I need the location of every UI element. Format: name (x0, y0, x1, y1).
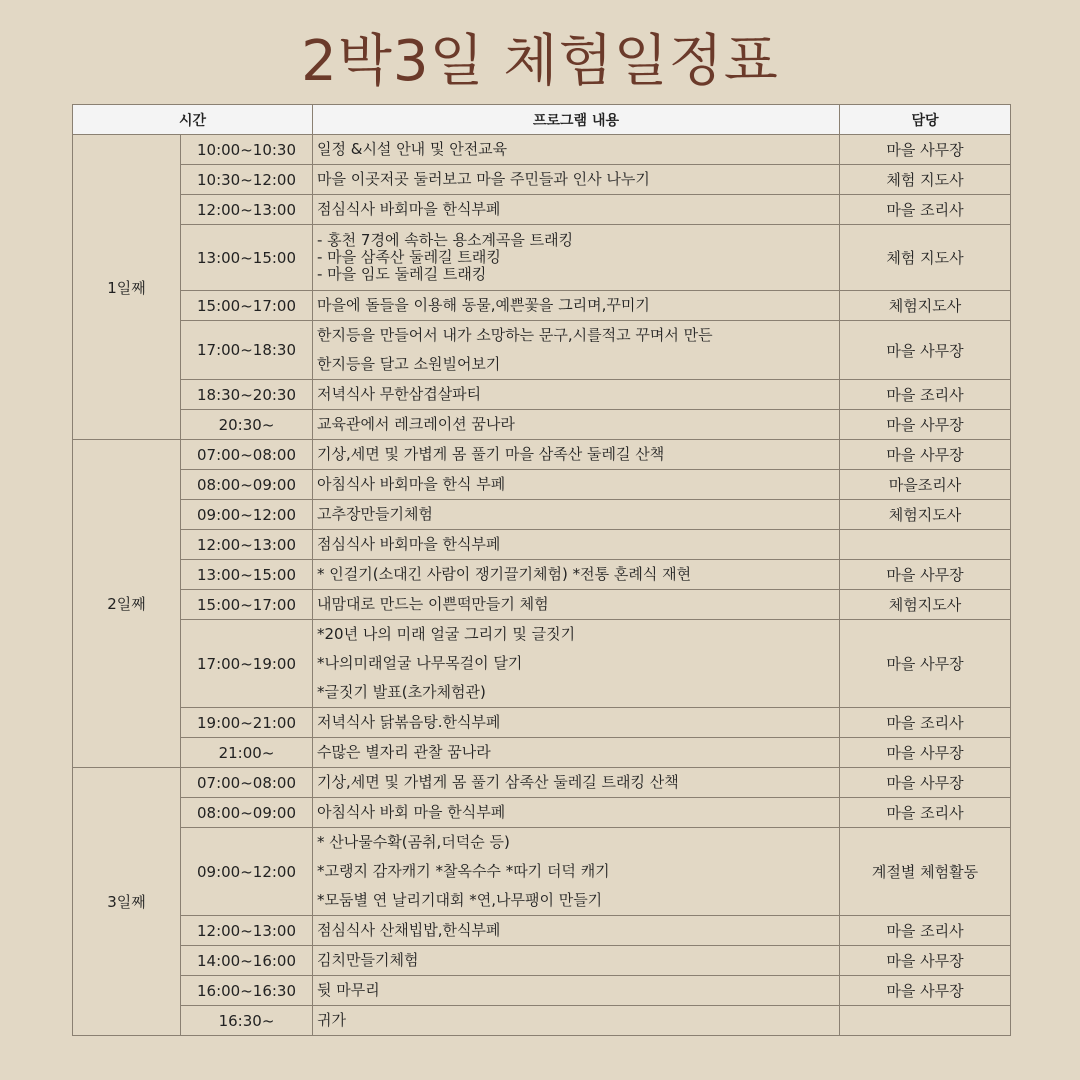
time-cell: 17:00~18:30 (181, 321, 313, 380)
program-line: * 인걸기(소대긴 사람이 쟁기끌기체험) *전통 혼례식 재현 (317, 565, 692, 583)
staff-cell: 마을 사무장 (840, 946, 1011, 976)
schedule-row (73, 590, 1011, 620)
time-cell: 14:00~16:00 (181, 946, 313, 976)
time-cell: 16:00~16:30 (181, 976, 313, 1006)
time-cell: 07:00~08:00 (181, 768, 313, 798)
program-cell (313, 135, 840, 165)
program-line: 한지등을 만들어서 내가 소망하는 문구,시를적고 꾸며서 만든 (317, 326, 713, 344)
staff-cell: 마을 조리사 (840, 798, 1011, 828)
schedule-row (73, 410, 1011, 440)
program-line: 귀가 (317, 1011, 346, 1029)
staff-cell (840, 530, 1011, 560)
schedule-row (73, 560, 1011, 590)
staff-cell: 마을 사무장 (840, 440, 1011, 470)
time-cell: 09:00~12:00 (181, 828, 313, 916)
header-row (73, 105, 1011, 135)
program-cell (313, 500, 840, 530)
schedule-row (73, 291, 1011, 321)
staff-cell: 마을조리사 (840, 470, 1011, 500)
time-cell: 13:00~15:00 (181, 225, 313, 291)
program-line: *모둠별 연 날리기대회 *연,나무팽이 만들기 (317, 891, 603, 909)
day-label: 2일째 (73, 440, 181, 768)
program-line: 기상,세면 및 가볍게 몸 풀기 삼족산 둘레길 트래킹 산책 (317, 773, 679, 791)
schedule-row (73, 135, 1011, 165)
time-cell: 07:00~08:00 (181, 440, 313, 470)
program-cell (313, 976, 840, 1006)
staff-cell: 마을 사무장 (840, 560, 1011, 590)
schedule-row (73, 798, 1011, 828)
time-cell: 12:00~13:00 (181, 916, 313, 946)
program-line: *글짓기 발표(초가체험관) (317, 683, 486, 701)
program-line: 고추장만들기체험 (317, 505, 433, 523)
program-line: 점심식사 바회마을 한식부페 (317, 200, 501, 218)
schedule-row (73, 225, 1011, 291)
staff-cell: 체험지도사 (840, 291, 1011, 321)
schedule-row (73, 1006, 1011, 1036)
program-cell (313, 291, 840, 321)
program-line: 한지등을 달고 소원빌어보기 (317, 355, 501, 373)
time-cell: 20:30~ (181, 410, 313, 440)
program-cell (313, 321, 840, 380)
schedule-row (73, 470, 1011, 500)
schedule-row (73, 916, 1011, 946)
schedule-body (73, 135, 1011, 1036)
program-cell (313, 828, 840, 916)
staff-cell: 계절별 체험활동 (840, 828, 1011, 916)
time-cell: 17:00~19:00 (181, 620, 313, 708)
staff-cell: 체험지도사 (840, 590, 1011, 620)
program-line: 김치만들기체험 (317, 951, 419, 969)
schedule-row (73, 440, 1011, 470)
time-cell: 12:00~13:00 (181, 195, 313, 225)
program-cell (313, 380, 840, 410)
time-cell: 16:30~ (181, 1006, 313, 1036)
page-title: 2박3일 체험일정표 (301, 29, 779, 94)
program-cell (313, 738, 840, 768)
program-cell (313, 560, 840, 590)
staff-cell: 마을 조리사 (840, 195, 1011, 225)
program-line: - 마을 삼족산 둘레길 트래킹 (317, 248, 501, 266)
program-cell (313, 225, 840, 291)
time-cell: 13:00~15:00 (181, 560, 313, 590)
schedule-row (73, 165, 1011, 195)
program-line: 점심식사 산채빕밥,한식부페 (317, 921, 501, 939)
schedule-row (73, 530, 1011, 560)
staff-cell: 마을 사무장 (840, 321, 1011, 380)
program-cell (313, 165, 840, 195)
staff-cell: 마을 사무장 (840, 620, 1011, 708)
program-line: 저녁식사 무한삼겹살파티 (317, 385, 482, 403)
program-line: 일정 &시설 안내 및 안전교육 (317, 140, 508, 158)
program-line: *고랭지 감자캐기 *찰옥수수 *따기 더덕 캐기 (317, 862, 610, 880)
staff-cell: 마을 조리사 (840, 708, 1011, 738)
time-cell: 10:00~10:30 (181, 135, 313, 165)
program-line: - 마을 임도 둘레길 트래킹 (317, 265, 487, 283)
program-cell (313, 590, 840, 620)
program-cell (313, 530, 840, 560)
time-cell: 18:30~20:30 (181, 380, 313, 410)
schedule-row (73, 828, 1011, 916)
staff-cell: 마을 사무장 (840, 768, 1011, 798)
program-cell (313, 410, 840, 440)
staff-cell: 마을 사무장 (840, 135, 1011, 165)
staff-cell: 마을 조리사 (840, 380, 1011, 410)
schedule-row (73, 321, 1011, 380)
time-cell: 10:30~12:00 (181, 165, 313, 195)
schedule-row (73, 620, 1011, 708)
staff-cell: 체험 지도사 (840, 225, 1011, 291)
staff-cell: 마을 조리사 (840, 916, 1011, 946)
program-line: 아침식사 바회 마을 한식부페 (317, 803, 506, 821)
program-cell (313, 470, 840, 500)
program-cell (313, 768, 840, 798)
program-cell (313, 798, 840, 828)
program-line: - 홍천 7경에 속하는 용소계곡을 트래킹 (317, 231, 574, 249)
schedule-row (73, 738, 1011, 768)
schedule-row (73, 946, 1011, 976)
program-line: 마을 이곳저곳 둘러보고 마을 주민들과 인사 나누기 (317, 170, 650, 188)
day-label: 1일째 (73, 135, 181, 440)
program-cell (313, 1006, 840, 1036)
program-line: 내맘대로 만드는 이쁜떡만들기 체험 (317, 595, 549, 613)
program-line: 기상,세면 및 가볍게 몸 풀기 마을 삼족산 둘레길 산책 (317, 445, 665, 463)
staff-cell: 체험지도사 (840, 500, 1011, 530)
program-line: 아침식사 바회마을 한식 부페 (317, 475, 506, 493)
program-cell (313, 620, 840, 708)
program-line: 마을에 돌들을 이용해 동물,예쁜꽃을 그리며,꾸미기 (317, 296, 650, 314)
program-line: 저녁식사 닭볶음탕.한식부페 (317, 713, 501, 731)
time-cell: 19:00~21:00 (181, 708, 313, 738)
program-line: 교육관에서 레크레이션 꿈나라 (317, 415, 515, 433)
header-program: 프로그램 내용 (313, 105, 840, 135)
program-line: *나의미래얼굴 나무목걸이 달기 (317, 654, 523, 672)
staff-cell: 마을 사무장 (840, 976, 1011, 1006)
time-cell: 08:00~09:00 (181, 470, 313, 500)
schedule-row (73, 768, 1011, 798)
header-time: 시간 (73, 105, 313, 135)
schedule-row (73, 976, 1011, 1006)
time-cell: 09:00~12:00 (181, 500, 313, 530)
schedule-row (73, 380, 1011, 410)
program-line: * 산나물수확(곰취,더덕순 등) (317, 833, 510, 851)
staff-cell: 체험 지도사 (840, 165, 1011, 195)
program-line: 점심식사 바회마을 한식부페 (317, 535, 501, 553)
program-cell (313, 708, 840, 738)
staff-cell (840, 1006, 1011, 1036)
program-cell (313, 946, 840, 976)
program-cell (313, 916, 840, 946)
program-line: *20년 나의 미래 얼굴 그리기 및 글짓기 (317, 625, 576, 643)
time-cell: 15:00~17:00 (181, 590, 313, 620)
time-cell: 08:00~09:00 (181, 798, 313, 828)
time-cell: 12:00~13:00 (181, 530, 313, 560)
time-cell: 21:00~ (181, 738, 313, 768)
staff-cell: 마을 사무장 (840, 410, 1011, 440)
schedule-table (72, 104, 1011, 1036)
day-label: 3일째 (73, 768, 181, 1036)
program-line: 뒷 마무리 (317, 981, 380, 999)
program-line: 수많은 별자리 관찰 꿈나라 (317, 743, 491, 761)
header-staff: 담당 (840, 105, 1011, 135)
time-cell: 15:00~17:00 (181, 291, 313, 321)
program-cell (313, 440, 840, 470)
staff-cell: 마을 사무장 (840, 738, 1011, 768)
schedule-row (73, 708, 1011, 738)
program-cell (313, 195, 840, 225)
schedule-row (73, 500, 1011, 530)
schedule-row (73, 195, 1011, 225)
